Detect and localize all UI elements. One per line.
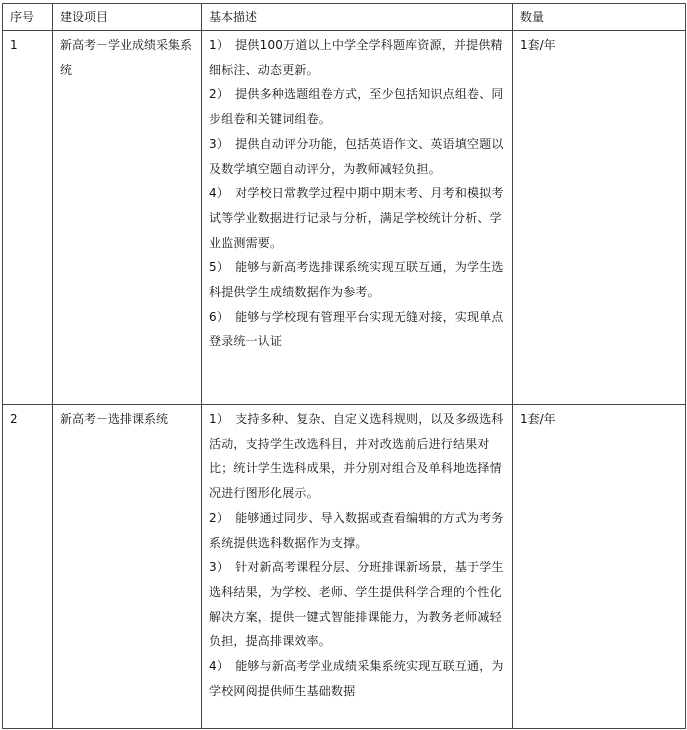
row-no: 1	[3, 31, 53, 405]
description-item: 4） 对学校日常教学过程中期中期末考、月考和模拟考试等学业数据进行记录与分析，满足学校统计分析、学业监测需要。	[209, 186, 504, 250]
description-item: 3） 针对新高考课程分层、分班排课新场景，基于学生选科结果，为学校、老师、学生提供科学合理的个性化解决方案，提供一键式智能排课能力，为教务老师减轻负担，提高排课效率。	[209, 560, 504, 649]
row-no: 2	[3, 405, 53, 729]
header-description: 基本描述	[202, 4, 513, 31]
row-project	[53, 31, 202, 405]
description-item: 4） 能够与新高考学业成绩采集系统实现互联互通，为学校网阅提供师生基础数据	[209, 659, 504, 698]
header-project: 建设项目	[53, 4, 202, 31]
header-quantity: 数量	[513, 4, 686, 31]
requirements-table	[2, 3, 686, 729]
project-name: 新高考－选排课系统	[60, 412, 169, 426]
description-item: 2） 提供多种选题组卷方式，至少包括知识点组卷、同步组卷和关键词组卷。	[209, 87, 504, 127]
row-quantity: 1套/年	[513, 405, 686, 729]
description-item: 5） 能够与新高考选排课系统实现互联互通，为学生选科提供学生成绩数据作为参考。	[209, 260, 504, 300]
row-description	[202, 31, 513, 405]
row-description	[202, 405, 513, 729]
description-item: 6） 能够与学校现有管理平台实现无缝对接，实现单点登录统一认证	[209, 309, 504, 349]
table-row	[3, 405, 686, 729]
row-project	[53, 405, 202, 729]
description-item: 1） 支持多种、复杂、自定义选科规则，以及多级选科活动，支持学生改选科目，并对改选前后进行结果对比；统计学生选科成果，并分别对组合及单科地选择情况进行图形化展示。	[209, 412, 504, 501]
table-row	[3, 31, 686, 405]
row-quantity: 1套/年	[513, 31, 686, 405]
description-item: 2） 能够通过同步、导入数据或查看编辑的方式为考务系统提供选科数据作为支撑。	[209, 510, 504, 550]
description-item: 3） 提供自动评分功能，包括英语作文、英语填空题以及数学填空题自动评分，为教师减轻负担。	[209, 136, 504, 176]
project-name: 新高考－学业成绩采集系统	[60, 38, 193, 77]
description-item: 1） 提供100万道以上中学全学科题库资源，并提供精细标注、动态更新。	[209, 38, 503, 77]
header-no: 序号	[3, 4, 53, 31]
header-row	[3, 4, 686, 31]
